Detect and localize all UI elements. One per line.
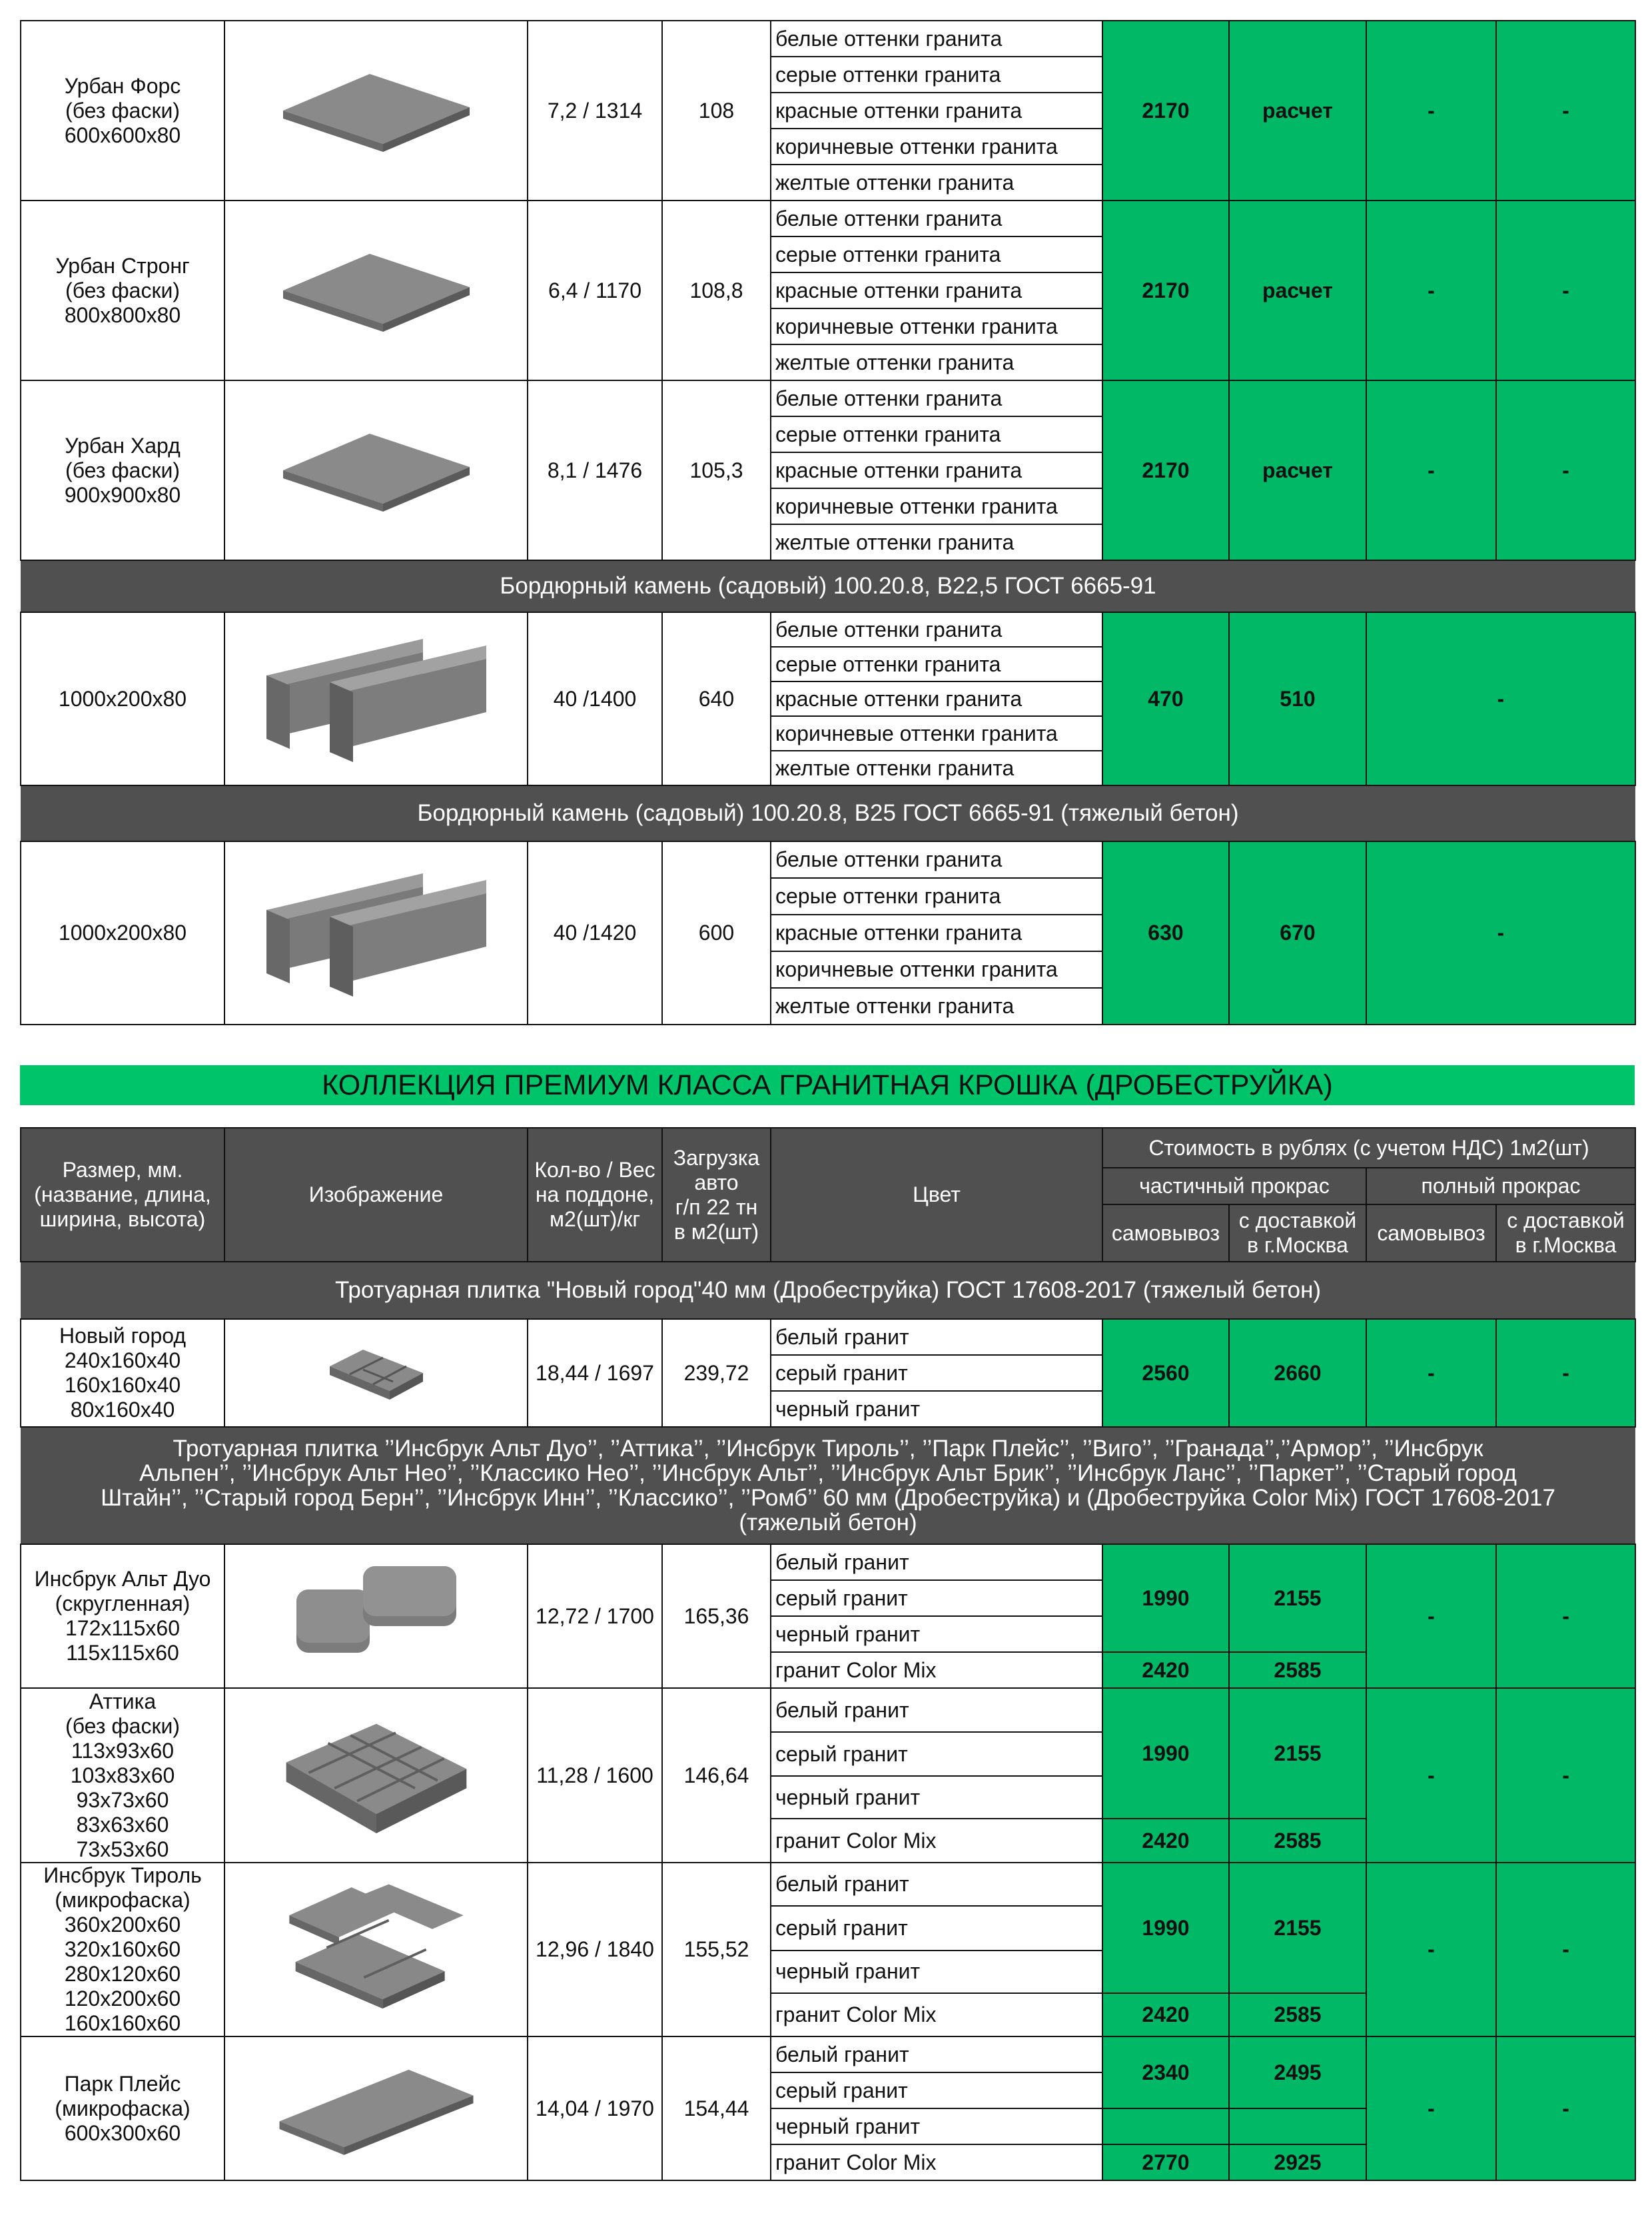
product-name: Урбан Форс (без фаски) 600х600х80	[21, 21, 224, 201]
price-full-delivery: -	[1496, 1544, 1635, 1688]
price-full: -	[1366, 841, 1635, 1025]
color-option: черный гранит	[771, 1391, 1102, 1427]
truck-load: 146,64	[662, 1688, 771, 1863]
small-paver-icon	[316, 1336, 436, 1410]
price-partial-delivery: 2155	[1229, 1688, 1366, 1819]
product-image	[224, 201, 528, 380]
product-image	[224, 841, 528, 1025]
product-name: 1000х200х80	[21, 612, 224, 785]
color-option: черный гранит	[771, 1776, 1102, 1819]
color-option: гранит Color Mix	[771, 2144, 1102, 2180]
attika-paver-icon	[280, 1709, 473, 1842]
color-option: гранит Color Mix	[771, 1819, 1102, 1863]
color-option: серые оттенки гранита	[771, 236, 1102, 272]
color-option: серые оттенки гранита	[771, 57, 1102, 93]
premium-price-table	[20, 1127, 1636, 2181]
price-partial-delivery: 670	[1229, 841, 1366, 1025]
color-option: черный гранит	[771, 1616, 1102, 1652]
pallet-weight: 6,4 / 1170	[528, 201, 662, 380]
color-option: желтые оттенки гранита	[771, 988, 1102, 1025]
product-image	[224, 2036, 528, 2180]
section-title: Бордюрный камень (садовый) 100.20.8, В22,5 ГОСТ 6665-91	[21, 560, 1635, 612]
price-full-delivery: -	[1496, 21, 1635, 201]
price-black-pickup	[1102, 2108, 1229, 2144]
color-option: желтые оттенки гранита	[771, 344, 1102, 380]
color-option: черный гранит	[771, 1951, 1102, 1994]
product-image	[224, 380, 528, 560]
header-delivery: с доставкой в г.Москва	[1229, 1204, 1366, 1262]
color-option: красные оттенки гранита	[771, 93, 1102, 129]
price-partial-delivery: 2155	[1229, 1863, 1366, 1993]
price-partial-pickup: 1990	[1102, 1688, 1229, 1819]
color-option: желтые оттенки гранита	[771, 751, 1102, 785]
color-option: белый гранит	[771, 1544, 1102, 1580]
color-option: белые оттенки гранита	[771, 21, 1102, 57]
price-partial-delivery: 2495	[1229, 2036, 1366, 2108]
price-full-delivery: -	[1496, 201, 1635, 380]
color-option: красные оттенки гранита	[771, 681, 1102, 716]
color-option: белые оттенки гранита	[771, 841, 1102, 878]
price-partial-pickup: 2340	[1102, 2036, 1229, 2108]
color-option: серые оттенки гранита	[771, 878, 1102, 915]
price-partial-pickup: 1990	[1102, 1544, 1229, 1652]
truck-load: 108	[662, 21, 771, 201]
curb-stone-icon	[263, 632, 490, 765]
pallet-weight: 40 /1400	[528, 612, 662, 785]
price-full-pickup: -	[1366, 201, 1496, 380]
price-black-delivery	[1229, 2108, 1366, 2144]
price-full-pickup: -	[1366, 1863, 1496, 2036]
color-option: гранит Color Mix	[771, 1652, 1102, 1688]
price-full-delivery: -	[1496, 2036, 1635, 2180]
product-name: Аттика (без фаски) 113х93х60 103х83х60 93х73х60 83х63х60 73х53х60	[21, 1688, 224, 1863]
rect-slab-icon	[270, 2055, 483, 2162]
color-option: красные оттенки гранита	[771, 452, 1102, 488]
color-option: желтые оттенки гранита	[771, 524, 1102, 560]
product-name: Новый город 240х160х40 160х160х40 80х160х40	[21, 1319, 224, 1427]
truck-load: 165,36	[662, 1544, 771, 1688]
header-partial: частичный прокрас	[1102, 1168, 1366, 1204]
color-option: коричневые оттенки гранита	[771, 488, 1102, 524]
color-option: серый гранит	[771, 1732, 1102, 1776]
square-slab-icon	[270, 64, 483, 157]
price-partial-pickup: 2560	[1102, 1319, 1229, 1427]
pallet-weight: 11,28 / 1600	[528, 1688, 662, 1863]
color-option: белый гранит	[771, 1688, 1102, 1732]
pallet-weight: 14,04 / 1970	[528, 2036, 662, 2180]
truck-load: 640	[662, 612, 771, 785]
price-full-pickup: -	[1366, 380, 1496, 560]
header-size: Размер, мм. (название, длина, ширина, высота)	[21, 1128, 224, 1262]
price-mix-pickup: 2420	[1102, 1652, 1229, 1688]
color-option: черный гранит	[771, 2108, 1102, 2144]
header-image: Изображение	[224, 1128, 528, 1262]
header-cost: Стоимость в рублях (с учетом НДС) 1м2(шт)	[1102, 1128, 1635, 1168]
price-full-pickup: -	[1366, 1544, 1496, 1688]
header-delivery: с доставкой в г.Москва	[1496, 1204, 1635, 1262]
color-option: белый гранит	[771, 1319, 1102, 1355]
pallet-weight: 7,2 / 1314	[528, 21, 662, 201]
price-mix-delivery: 2585	[1229, 1819, 1366, 1863]
pallet-weight: 40 /1420	[528, 841, 662, 1025]
price-mix-delivery: 2585	[1229, 1993, 1366, 2036]
truck-load: 108,8	[662, 201, 771, 380]
truck-load: 600	[662, 841, 771, 1025]
product-name: Урбан Хард (без фаски) 900х900х80	[21, 380, 224, 560]
price-full-delivery: -	[1496, 380, 1635, 560]
product-name: Парк Плейс (микрофаска) 600х300х60	[21, 2036, 224, 2180]
color-option: серый гранит	[771, 1580, 1102, 1616]
price-full-pickup: -	[1366, 1319, 1496, 1427]
price-full-pickup: -	[1366, 1688, 1496, 1863]
color-option: гранит Color Mix	[771, 1993, 1102, 2036]
color-option: красные оттенки гранита	[771, 915, 1102, 951]
header-color: Цвет	[771, 1128, 1102, 1262]
section-title: Тротуарная плитка "Новый город"40 мм (Дробеструйка) ГОСТ 17608-2017 (тяжелый бетон)	[21, 1262, 1635, 1319]
price-mix-delivery: 2925	[1229, 2144, 1366, 2180]
product-image	[224, 1319, 528, 1427]
header-pickup: самовывоз	[1102, 1204, 1229, 1262]
color-option: серые оттенки гранита	[771, 647, 1102, 681]
price-mix-pickup: 2420	[1102, 1993, 1229, 2036]
top-price-table	[20, 20, 1636, 1025]
price-partial-pickup: 470	[1102, 612, 1229, 785]
color-option: серый гранит	[771, 1906, 1102, 1951]
color-option: серый гранит	[771, 2072, 1102, 2108]
truck-load: 154,44	[662, 2036, 771, 2180]
price-mix-pickup: 2770	[1102, 2144, 1229, 2180]
rounded-paver-icon	[290, 1559, 463, 1673]
price-partial-delivery: 2155	[1229, 1544, 1366, 1652]
price-partial-delivery: расчет	[1229, 21, 1366, 201]
color-option: коричневые оттенки гранита	[771, 716, 1102, 751]
color-option: белые оттенки гранита	[771, 380, 1102, 416]
color-option: коричневые оттенки гранита	[771, 129, 1102, 165]
truck-load: 155,52	[662, 1863, 771, 2036]
pallet-weight: 8,1 / 1476	[528, 380, 662, 560]
price-full-pickup: -	[1366, 2036, 1496, 2180]
product-image	[224, 21, 528, 201]
price-mix-pickup: 2420	[1102, 1819, 1229, 1863]
price-partial-pickup: 2170	[1102, 21, 1229, 201]
truck-load: 239,72	[662, 1319, 771, 1427]
price-partial-delivery: расчет	[1229, 380, 1366, 560]
price-partial-pickup: 2170	[1102, 201, 1229, 380]
color-option: желтые оттенки гранита	[771, 165, 1102, 201]
pallet-weight: 12,72 / 1700	[528, 1544, 662, 1688]
header-pickup: самовывоз	[1366, 1204, 1496, 1262]
pallet-weight: 18,44 / 1697	[528, 1319, 662, 1427]
tirol-paver-icon	[283, 1875, 470, 2024]
header-load: Загрузка авто г/п 22 тн в м2(шт)	[662, 1128, 771, 1262]
color-option: белый гранит	[771, 1863, 1102, 1906]
product-image	[224, 1688, 528, 1863]
header-full: полный прокрас	[1366, 1168, 1635, 1204]
price-partial-pickup: 630	[1102, 841, 1229, 1025]
product-image	[224, 612, 528, 785]
curb-stone-icon	[263, 863, 490, 1003]
header-pallet: Кол-во / Вес на поддоне, м2(шт)/кг	[528, 1128, 662, 1262]
product-name: Инсбрук Альт Дуо (скругленная) 172х115х60 115х115х60	[21, 1544, 224, 1688]
color-option: серые оттенки гранита	[771, 416, 1102, 452]
price-partial-delivery: расчет	[1229, 201, 1366, 380]
color-option: белые оттенки гранита	[771, 612, 1102, 647]
product-name: Урбан Стронг (без фаски) 800х800х80	[21, 201, 224, 380]
color-option: коричневые оттенки гранита	[771, 308, 1102, 344]
section-title: Бордюрный камень (садовый) 100.20.8, В25 ГОСТ 6665-91 (тяжелый бетон)	[21, 785, 1635, 841]
product-image	[224, 1544, 528, 1688]
section-title: Тротуарная плитка ’’Инсбрук Альт Дуо’’, ’’Аттика’’, ’’Инсбрук Тироль’’, ’’Парк Плейс’’, ’’Виго’’, ’’Гранада’’,’’Армор’’, ’’Инсбрук Альпен’’, ’’Инсбрук Альт Нео’’, ’’Классико Нео’’, ’’Инсбрук Альт’’, ’’Инсбрук Альт Брик’’, ’’Инсбрук Ланс’’, ’’Паркет’’, ’’Старый город Штайн’’, ’’Старый город Берн’’, ’’Инсбрук Инн’’, ’’Классико’’, ’’Ромб’’ 60 мм (Дробеструйка) и (Дробеструйка Color Mix) ГОСТ 17608-2017 (тяжелый бетон)	[21, 1427, 1635, 1544]
square-slab-icon	[270, 417, 483, 524]
truck-load: 105,3	[662, 380, 771, 560]
color-option: коричневые оттенки гранита	[771, 951, 1102, 988]
color-option: серый гранит	[771, 1355, 1102, 1391]
price-full-delivery: -	[1496, 1319, 1635, 1427]
color-option: белый гранит	[771, 2036, 1102, 2072]
price-partial-delivery: 2660	[1229, 1319, 1366, 1427]
price-full-delivery: -	[1496, 1688, 1635, 1863]
price-partial-delivery: 510	[1229, 612, 1366, 785]
price-full: -	[1366, 612, 1635, 785]
price-full-delivery: -	[1496, 1863, 1635, 2036]
product-name: Инсбрук Тироль (микрофаска) 360х200х60 320х160х60 280х120х60 120х200х60 160х160х60	[21, 1863, 224, 2036]
pallet-weight: 12,96 / 1840	[528, 1863, 662, 2036]
color-option: белые оттенки гранита	[771, 201, 1102, 236]
price-partial-pickup: 1990	[1102, 1863, 1229, 1993]
premium-collection-banner: КОЛЛЕКЦИЯ ПРЕМИУМ КЛАССА ГРАНИТНАЯ КРОШКА (ДРОБЕСТРУЙКА)	[20, 1065, 1635, 1105]
price-mix-delivery: 2585	[1229, 1652, 1366, 1688]
price-partial-pickup: 2170	[1102, 380, 1229, 560]
product-image	[224, 1863, 528, 2036]
color-option: красные оттенки гранита	[771, 272, 1102, 308]
product-name: 1000х200х80	[21, 841, 224, 1025]
square-slab-icon	[270, 237, 483, 344]
price-full-pickup: -	[1366, 21, 1496, 201]
